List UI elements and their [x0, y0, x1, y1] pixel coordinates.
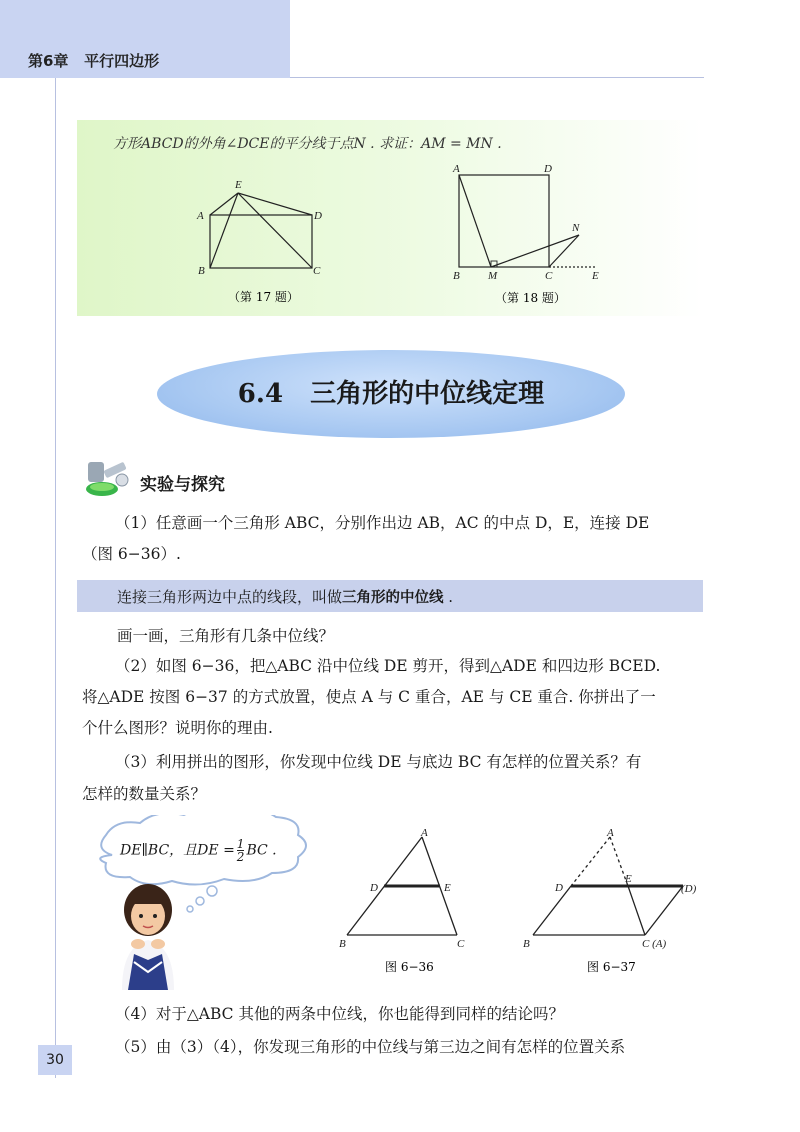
- definition-suffix: .: [443, 588, 454, 606]
- thought-suffix: BC .: [246, 842, 277, 859]
- fig17-label-B: B: [198, 265, 205, 277]
- fig17-label-E: E: [235, 179, 242, 191]
- section-title: 6.4 三角形的中位线定理: [237, 379, 545, 409]
- figure-6-36: [335, 825, 495, 980]
- experiment-icon: [80, 456, 134, 498]
- fig18-label-C: C: [545, 270, 553, 282]
- chapter-title: 第6章 平行四边形: [28, 52, 160, 70]
- fraction-denominator: 2: [236, 850, 245, 864]
- fig18-label-M: M: [488, 270, 498, 282]
- fig17-label-D: D: [314, 210, 322, 222]
- paragraph-1-line-1: （1）任意画一个三角形 ABC，分别作出边 AB，AC 的中点 D，E，连接 DE: [115, 514, 650, 532]
- fig18-label-B: B: [453, 270, 460, 282]
- fig17-label-C: C: [313, 265, 321, 277]
- fig17-label-A: A: [197, 210, 204, 222]
- fig36-caption: 图 6−36: [385, 960, 434, 974]
- explore-heading: 实验与探究: [140, 475, 225, 495]
- fig37-label-E: E: [625, 873, 632, 885]
- fig36-label-C: C: [457, 938, 465, 950]
- question-draw: 画一画，三角形有几条中位线？: [117, 627, 335, 645]
- paragraph-2-line-3: 个什么图形？说明你的理由.: [82, 719, 273, 737]
- fraction-one-half: [237, 838, 245, 863]
- paragraph-2-line-2: 将△ADE 按图 6−37 的方式放置，使点 A 与 C 重合，AE 与 CE 重合. 你拼出了一: [82, 688, 656, 706]
- fig37-caption: 图 6−37: [587, 960, 636, 974]
- paragraph-4: （4）对于△ABC 其他的两条中位线，你也能得到同样的结论吗？: [115, 1005, 564, 1023]
- margin-rule: [55, 78, 56, 1078]
- fig37-label-D: D: [555, 882, 563, 894]
- fig37-label-A: A: [607, 827, 614, 839]
- fig18-label-D: D: [544, 163, 552, 175]
- exercise-statement: 方形ABCD的外角∠DCE的平分线于点N . 求证：AM = MN .: [113, 136, 502, 152]
- fig36-label-B: B: [339, 938, 346, 950]
- paragraph-5: （5）由（3）（4），你发现三角形的中位线与第三边之间有怎样的位置关系: [115, 1038, 626, 1056]
- header-divider: [290, 77, 704, 78]
- girl-illustration: [108, 882, 188, 992]
- fig37-label-C-A: C (A): [642, 938, 667, 950]
- thought-text: [120, 838, 277, 863]
- fig36-label-A: A: [421, 827, 428, 839]
- figure-6-37: [515, 825, 715, 980]
- fig36-label-D: D: [370, 882, 378, 894]
- fig36-label-E: E: [444, 882, 451, 894]
- definition-term: 三角形的中位线: [342, 590, 444, 606]
- definition-prefix: 连接三角形两边中点的线段，叫做: [117, 588, 343, 606]
- paragraph-1-line-2: （图 6−36）.: [82, 545, 181, 563]
- fig18-caption: （第 18 题）: [495, 291, 566, 305]
- fig18-label-E: E: [592, 270, 599, 282]
- paragraph-2-line-1: （2）如图 6−36，把△ABC 沿中位线 DE 剪开，得到△ADE 和四边形 BCED.: [115, 657, 661, 675]
- figure-17: [190, 170, 350, 305]
- fig18-label-N: N: [572, 222, 580, 234]
- fig37-label-B: B: [523, 938, 530, 950]
- fraction-numerator: 1: [236, 837, 245, 851]
- fig37-label-D-prime: (D): [681, 883, 697, 895]
- fig18-label-A: A: [453, 163, 460, 175]
- thought-prefix: DE∥BC，且DE =: [120, 842, 235, 859]
- definition-text: [117, 586, 453, 607]
- paragraph-3-line-2: 怎样的数量关系？: [82, 785, 207, 803]
- figure-18: [445, 160, 620, 310]
- fig17-caption: （第 17 题）: [228, 290, 299, 304]
- page-number: 30: [46, 1052, 64, 1068]
- paragraph-3-line-1: （3）利用拼出的图形，你发现中位线 DE 与底边 BC 有怎样的位置关系？有: [115, 753, 642, 771]
